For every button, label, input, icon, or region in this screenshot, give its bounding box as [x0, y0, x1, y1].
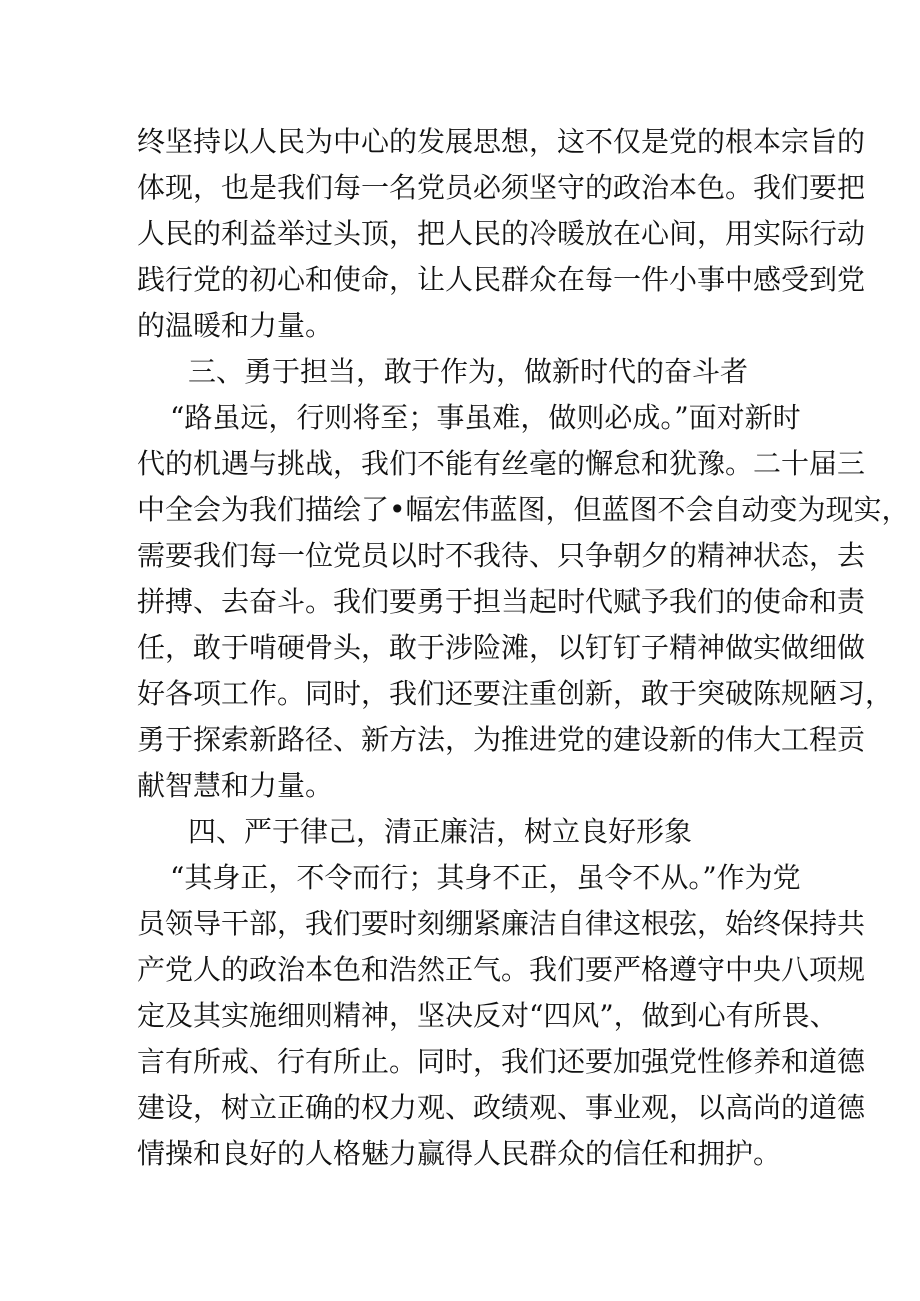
paragraph-line: 拼搏、去奋斗。我们要勇于担当起时代赋予我们的使命和责 — [137, 585, 866, 618]
paragraph-line: 任，敢于啃硬骨头，敢于涉险滩，以钉钉子精神做实做细做 — [137, 631, 866, 664]
paragraph-line: 需要我们每一位党员以时不我待、只争朝夕的精神状态，去 — [137, 539, 866, 572]
paragraph-line: 定及其实施细则精神，坚决反对“四风”，做到心有所畏、 — [137, 999, 838, 1032]
paragraph-line: 终坚持以人民为中心的发展思想，这不仅是党的根本宗旨的 — [137, 125, 866, 158]
paragraph-line: 建设，树立正确的权力观、政绩观、事业观，以高尚的道德 — [137, 1091, 866, 1124]
section-heading: 四、严于律己，清正廉洁，树立良好形象 — [188, 815, 693, 848]
paragraph-line: 体现，也是我们每一名党员必须坚守的政治本色。我们要把 — [137, 171, 866, 204]
paragraph-line: 好各项工作。同时，我们还要注重创新，敢于突破陈规陋习， — [137, 677, 894, 710]
paragraph-line: 中全会为我们描绘了•幅宏伟蓝图，但蓝图不会自动变为现实， — [137, 493, 910, 526]
paragraph-line: 员领导干部，我们要时刻绷紧廉洁自律这根弦，始终保持共 — [137, 907, 866, 940]
paragraph-line: 人民的利益举过头顶，把人民的冷暖放在心间，用实际行动 — [137, 217, 866, 250]
paragraph-line: 代的机遇与挑战，我们不能有丝毫的懈怠和犹豫。二十届三 — [137, 447, 866, 480]
paragraph-line: 产党人的政治本色和浩然正气。我们要严格遵守中央八项规 — [137, 953, 866, 986]
paragraph-line: 勇于探索新路径、新方法，为推进党的建设新的伟大工程贡 — [137, 723, 866, 756]
paragraph-line: 的温暖和力量。 — [137, 309, 334, 342]
paragraph-line: 献智慧和力量。 — [137, 769, 334, 802]
paragraph-line: “其身正，不令而行；其身不正，虽令不从。”作为党 — [170, 861, 801, 894]
paragraph-line: 情操和良好的人格魅力赢得人民群众的信任和拥护。 — [137, 1137, 782, 1170]
paragraph-line: “路虽远，行则将至；事虽难，做则必成。”面对新时 — [170, 401, 801, 434]
paragraph-line: 践行党的初心和使命，让人民群众在每一件小事中感受到党 — [137, 263, 866, 296]
section-heading: 三、勇于担当，敢于作为，做新时代的奋斗者 — [188, 355, 749, 388]
paragraph-line: 言有所戒、行有所止。同时，我们还要加强党性修养和道德 — [137, 1045, 866, 1078]
